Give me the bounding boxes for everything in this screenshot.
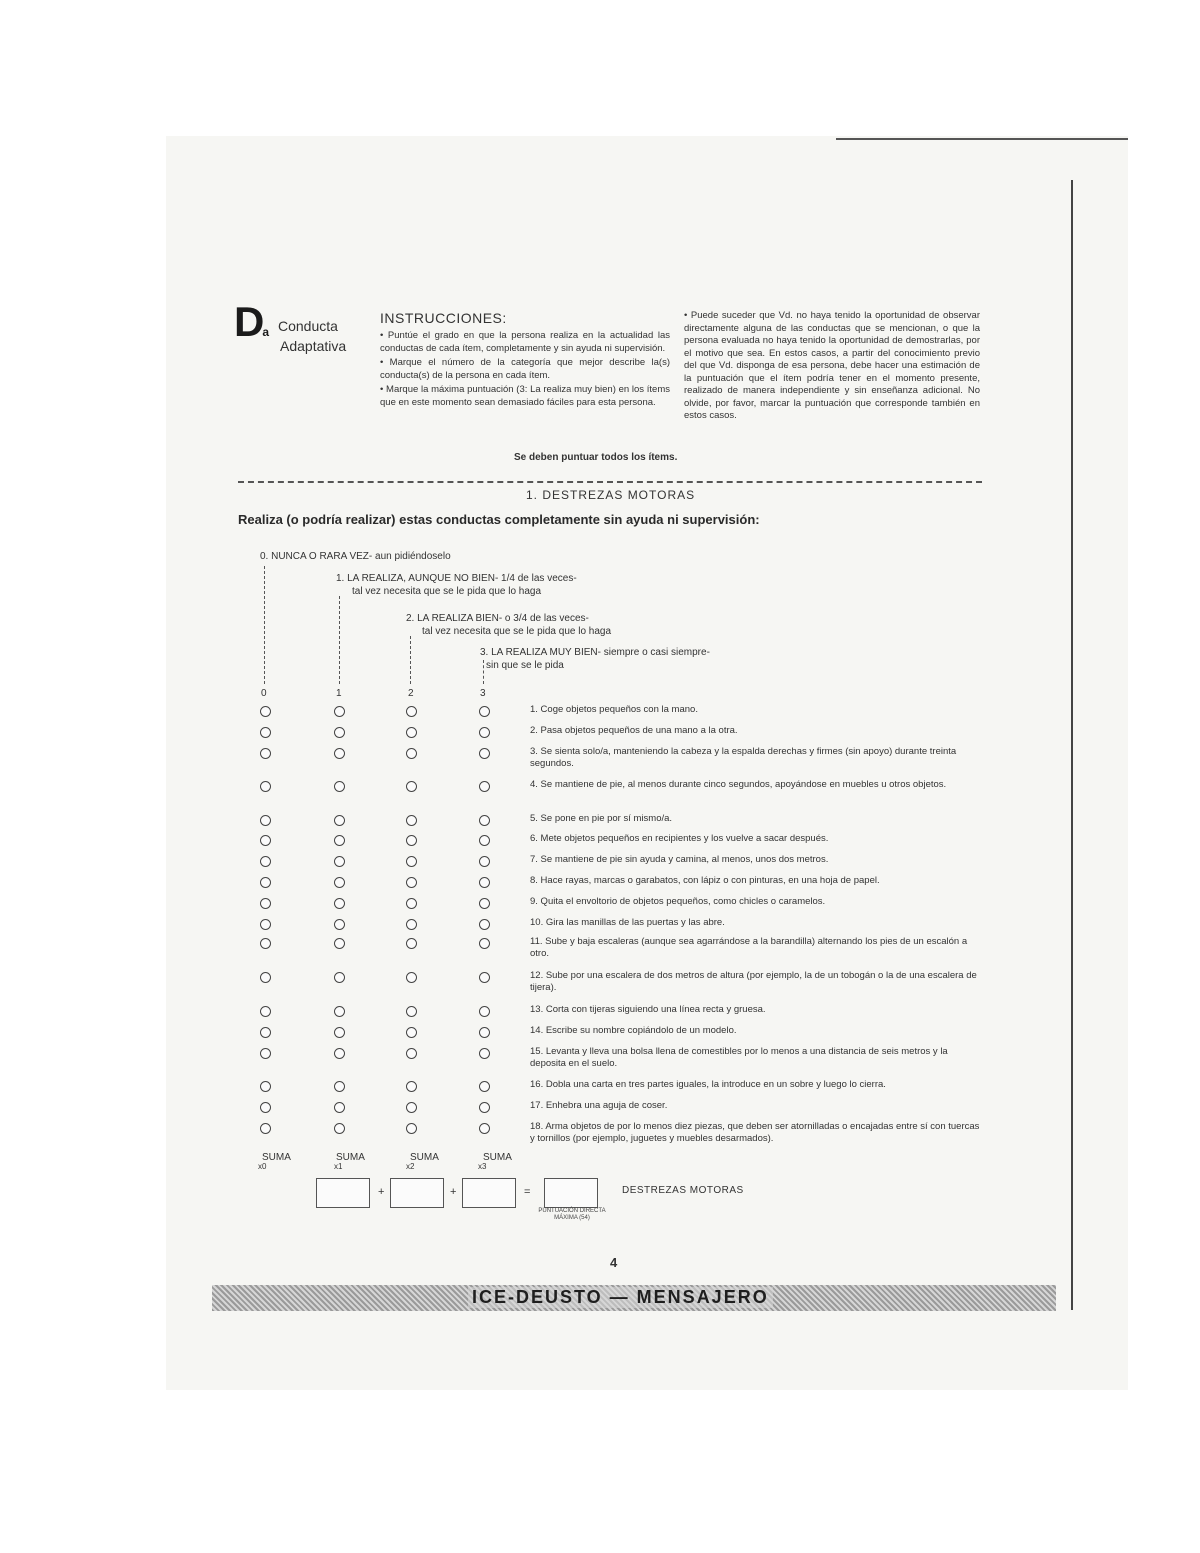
item-text: 12. Sube por una escalera de dos metros de altura (por ejemplo, la de un tobogán o la de una escalera de tijera).	[530, 970, 977, 993]
dashed-divider	[238, 481, 982, 483]
sum-label-3: SUMA	[483, 1152, 512, 1163]
item-text: 9. Quita el envoltorio de objetos pequeños, como chicles o caramelos.	[530, 896, 826, 907]
score-option-2[interactable]	[406, 1048, 417, 1059]
score-option-2[interactable]	[406, 856, 417, 867]
item-text: 13. Corta con tijeras siguiendo una línea recta y gruesa.	[530, 1004, 766, 1015]
sum-box-1[interactable]	[316, 1178, 370, 1208]
score-option-1[interactable]	[334, 877, 345, 888]
item-row	[0, 779, 1200, 809]
score-option-1[interactable]	[334, 748, 345, 759]
score-option-2[interactable]	[406, 877, 417, 888]
score-option-3[interactable]	[479, 748, 490, 759]
score-option-0[interactable]	[260, 1048, 271, 1059]
score-option-2[interactable]	[406, 781, 417, 792]
score-option-0[interactable]	[260, 856, 271, 867]
plus-sign-2: +	[450, 1186, 457, 1198]
score-option-1[interactable]	[334, 898, 345, 909]
score-option-0[interactable]	[260, 835, 271, 846]
score-option-0[interactable]	[260, 972, 271, 983]
score-option-0[interactable]	[260, 1102, 271, 1113]
section-title	[278, 316, 346, 356]
sum-sub-0: x0	[258, 1162, 267, 1171]
score-option-2[interactable]	[406, 815, 417, 826]
score-option-0[interactable]	[260, 898, 271, 909]
item-text: 3. Se sienta solo/a, manteniendo la cabeza y la espalda derechas y firmes (sin apoyo) durante treinta segundos.	[530, 746, 957, 769]
score-option-0[interactable]	[260, 1027, 271, 1038]
item-text: 6. Mete objetos pequeños en recipientes y los vuelve a sacar después.	[530, 833, 829, 844]
column-number-2: 2	[408, 688, 414, 699]
score-option-2[interactable]	[406, 727, 417, 738]
scale-level-0: 0. NUNCA O RARA VEZ- aun pidiéndoselo	[260, 551, 451, 562]
score-option-3[interactable]	[479, 1102, 490, 1113]
instructions-heading: INSTRUCCIONES:	[380, 310, 507, 326]
score-option-1[interactable]	[334, 919, 345, 930]
instruction-3: • Marque la máxima puntuación (3: La realiza muy bien) en los ítems que en este momento sean demasiado fáciles para esta persona.	[380, 384, 670, 408]
score-option-2[interactable]	[406, 919, 417, 930]
item-text: 15. Levanta y lleva una bolsa llena de comestibles por lo menos a una distancia de seis metros y la deposita en el suelo.	[530, 1046, 948, 1069]
item-text: 14. Escribe su nombre copiándolo de un modelo.	[530, 1025, 737, 1036]
instruction-4: • Puede suceder que Vd. no haya tenido la oportunidad de observar directamente alguna de las conductas que se mencionan, o que la persona evaluada no haya tenido la oportunidad de demostrarlas, por el motivo que sea. En estos casos, a partir del conocimiento previo del que Vd. disponga de esa persona, debe hacer una estimación de la puntuación que el ítem podría tener en el momento presente, realizado de manera independiente y sin enseñanza adicional. No olvide, por favor, marcar la puntuación que corresponde también en estos casos.	[684, 310, 980, 421]
score-option-3[interactable]	[479, 898, 490, 909]
sum-box-3[interactable]	[462, 1178, 516, 1208]
score-option-3[interactable]	[479, 972, 490, 983]
score-option-0[interactable]	[260, 706, 271, 717]
score-option-1[interactable]	[334, 1102, 345, 1113]
score-option-2[interactable]	[406, 1102, 417, 1113]
score-option-2[interactable]	[406, 898, 417, 909]
equals-sign: =	[524, 1186, 531, 1198]
scale-level-1-line1: 1. LA REALIZA, AUNQUE NO BIEN- 1/4 de las veces-	[336, 573, 577, 584]
section-title-line1: Conducta	[278, 318, 338, 334]
item-text: 11. Sube y baja escaleras (aunque sea agarrándose a la barandilla) alternando los pies de un escalón a otro.	[530, 936, 968, 959]
instructions-right	[684, 310, 980, 425]
score-option-0[interactable]	[260, 748, 271, 759]
score-option-0[interactable]	[260, 1081, 271, 1092]
scale-level-3	[480, 646, 710, 672]
score-option-3[interactable]	[479, 1123, 490, 1134]
item-row	[0, 936, 1200, 966]
item-row	[0, 1046, 1200, 1076]
score-option-2[interactable]	[406, 972, 417, 983]
column-number-0: 0	[261, 688, 267, 699]
item-text: 1. Coge objetos pequeños con la mano.	[530, 704, 698, 715]
score-option-0[interactable]	[260, 727, 271, 738]
plus-sign-1: +	[378, 1186, 385, 1198]
score-option-0[interactable]	[260, 938, 271, 949]
scan-edge-line	[836, 138, 1128, 140]
scale-guide-2	[410, 636, 411, 684]
score-option-1[interactable]	[334, 1123, 345, 1134]
sum-label-0: SUMA	[262, 1152, 291, 1163]
max-score-label: PUNTUACIÓN DIRECTA MÁXIMA (54)	[538, 1208, 606, 1221]
item-text: 2. Pasa objetos pequeños de una mano a la otra.	[530, 725, 738, 736]
score-option-0[interactable]	[260, 1006, 271, 1017]
score-option-1[interactable]	[334, 938, 345, 949]
score-option-1[interactable]	[334, 781, 345, 792]
score-option-1[interactable]	[334, 706, 345, 717]
scale-guide-1	[339, 596, 340, 684]
item-text: 10. Gira las manillas de las puertas y las abre.	[530, 917, 725, 928]
score-option-2[interactable]	[406, 1081, 417, 1092]
scale-level-3-line1: 3. LA REALIZA MUY BIEN- siempre o casi siempre-	[480, 647, 710, 658]
score-option-3[interactable]	[479, 919, 490, 930]
score-option-0[interactable]	[260, 1123, 271, 1134]
scale-level-2-line2: tal vez necesita que se le pida que lo haga	[422, 626, 612, 637]
scale-level-1	[336, 572, 577, 598]
instruction-2: • Marque el número de la categoría que mejor describe la(s) conducta(s) de la persona en cada ítem.	[380, 357, 670, 381]
scale-guide-0	[264, 566, 265, 684]
score-option-3[interactable]	[479, 835, 490, 846]
sum-box-2[interactable]	[390, 1178, 444, 1208]
score-option-2[interactable]	[406, 706, 417, 717]
score-option-3[interactable]	[479, 1027, 490, 1038]
score-option-3[interactable]	[479, 1006, 490, 1017]
column-number-3: 3	[480, 688, 486, 699]
score-option-1[interactable]	[334, 815, 345, 826]
total-box[interactable]	[544, 1178, 598, 1208]
column-number-1: 1	[336, 688, 342, 699]
score-option-2[interactable]	[406, 835, 417, 846]
score-option-1[interactable]	[334, 1048, 345, 1059]
item-text: 4. Se mantiene de pie, al menos durante cinco segundos, apoyándose en muebles u otros objetos.	[530, 779, 947, 790]
must-score-note: Se deben puntuar todos los ítems.	[514, 452, 678, 463]
score-option-3[interactable]	[479, 727, 490, 738]
score-option-2[interactable]	[406, 1006, 417, 1017]
score-option-3[interactable]	[479, 1048, 490, 1059]
score-option-3[interactable]	[479, 1081, 490, 1092]
total-label: DESTREZAS MOTORAS	[622, 1185, 744, 1196]
prompt-heading: Realiza (o podría realizar) estas conductas completamente sin ayuda ni supervisión:	[238, 512, 760, 527]
scale-level-1-line2: tal vez necesita que se le pida que lo haga	[352, 586, 542, 597]
score-option-3[interactable]	[479, 815, 490, 826]
score-option-2[interactable]	[406, 748, 417, 759]
scale-level-2	[406, 612, 611, 638]
instructions-left	[380, 330, 670, 411]
item-row	[0, 1121, 1200, 1151]
page-number: 4	[610, 1255, 618, 1270]
score-option-1[interactable]	[334, 727, 345, 738]
score-option-3[interactable]	[479, 706, 490, 717]
score-option-0[interactable]	[260, 781, 271, 792]
item-text: 16. Dobla una carta en tres partes iguales, la introduce en un sobre y luego lo cierra.	[530, 1079, 886, 1090]
score-option-3[interactable]	[479, 781, 490, 792]
item-text: 5. Se pone en pie por sí mismo/a.	[530, 813, 673, 824]
sum-sub-3: x3	[478, 1162, 487, 1171]
item-text: 8. Hace rayas, marcas o garabatos, con lápiz o con pinturas, en una hoja de papel.	[530, 875, 880, 886]
item-row	[0, 970, 1200, 1000]
sum-label-1: SUMA	[336, 1152, 365, 1163]
footer-text: ICE-DEUSTO — MENSAJERO	[468, 1287, 773, 1308]
score-option-0[interactable]	[260, 877, 271, 888]
score-option-1[interactable]	[334, 856, 345, 867]
score-option-1[interactable]	[334, 1027, 345, 1038]
score-option-0[interactable]	[260, 919, 271, 930]
score-option-3[interactable]	[479, 877, 490, 888]
score-option-2[interactable]	[406, 1123, 417, 1134]
item-text: 18. Arma objetos de por lo menos diez piezas, que deben ser atornilladas o encajadas entre sí con tuercas y tornillos (por ejemplo, juguetes y muebles desarmados).	[530, 1121, 980, 1144]
item-row	[0, 746, 1200, 776]
section-title-line2: Adaptativa	[280, 338, 347, 354]
score-option-3[interactable]	[479, 938, 490, 949]
score-option-1[interactable]	[334, 972, 345, 983]
sum-sub-2: x2	[406, 1162, 415, 1171]
sum-sub-1: x1	[334, 1162, 343, 1171]
score-option-1[interactable]	[334, 1081, 345, 1092]
score-option-0[interactable]	[260, 815, 271, 826]
scale-guide-3	[483, 660, 484, 684]
score-option-2[interactable]	[406, 938, 417, 949]
sum-label-2: SUMA	[410, 1152, 439, 1163]
score-option-1[interactable]	[334, 1006, 345, 1017]
item-text: 17. Enhebra una aguja de coser.	[530, 1100, 668, 1111]
scale-level-2-line1: 2. LA REALIZA BIEN- o 3/4 de las veces-	[406, 613, 589, 624]
subsection-title: 1. DESTREZAS MOTORAS	[526, 488, 696, 502]
score-option-3[interactable]	[479, 856, 490, 867]
score-option-1[interactable]	[334, 835, 345, 846]
score-option-2[interactable]	[406, 1027, 417, 1038]
item-text: 7. Se mantiene de pie sin ayuda y camina, al menos, unos dos metros.	[530, 854, 829, 865]
section-letter: Da	[234, 298, 268, 345]
footer-banner	[212, 1285, 1056, 1311]
scale-level-3-line2: sin que se le pida	[486, 660, 564, 671]
instruction-1: • Puntúe el grado en que la persona realiza en la actualidad las conductas de cada ítem, completamente y sin ayuda ni supervisión.	[380, 330, 670, 354]
